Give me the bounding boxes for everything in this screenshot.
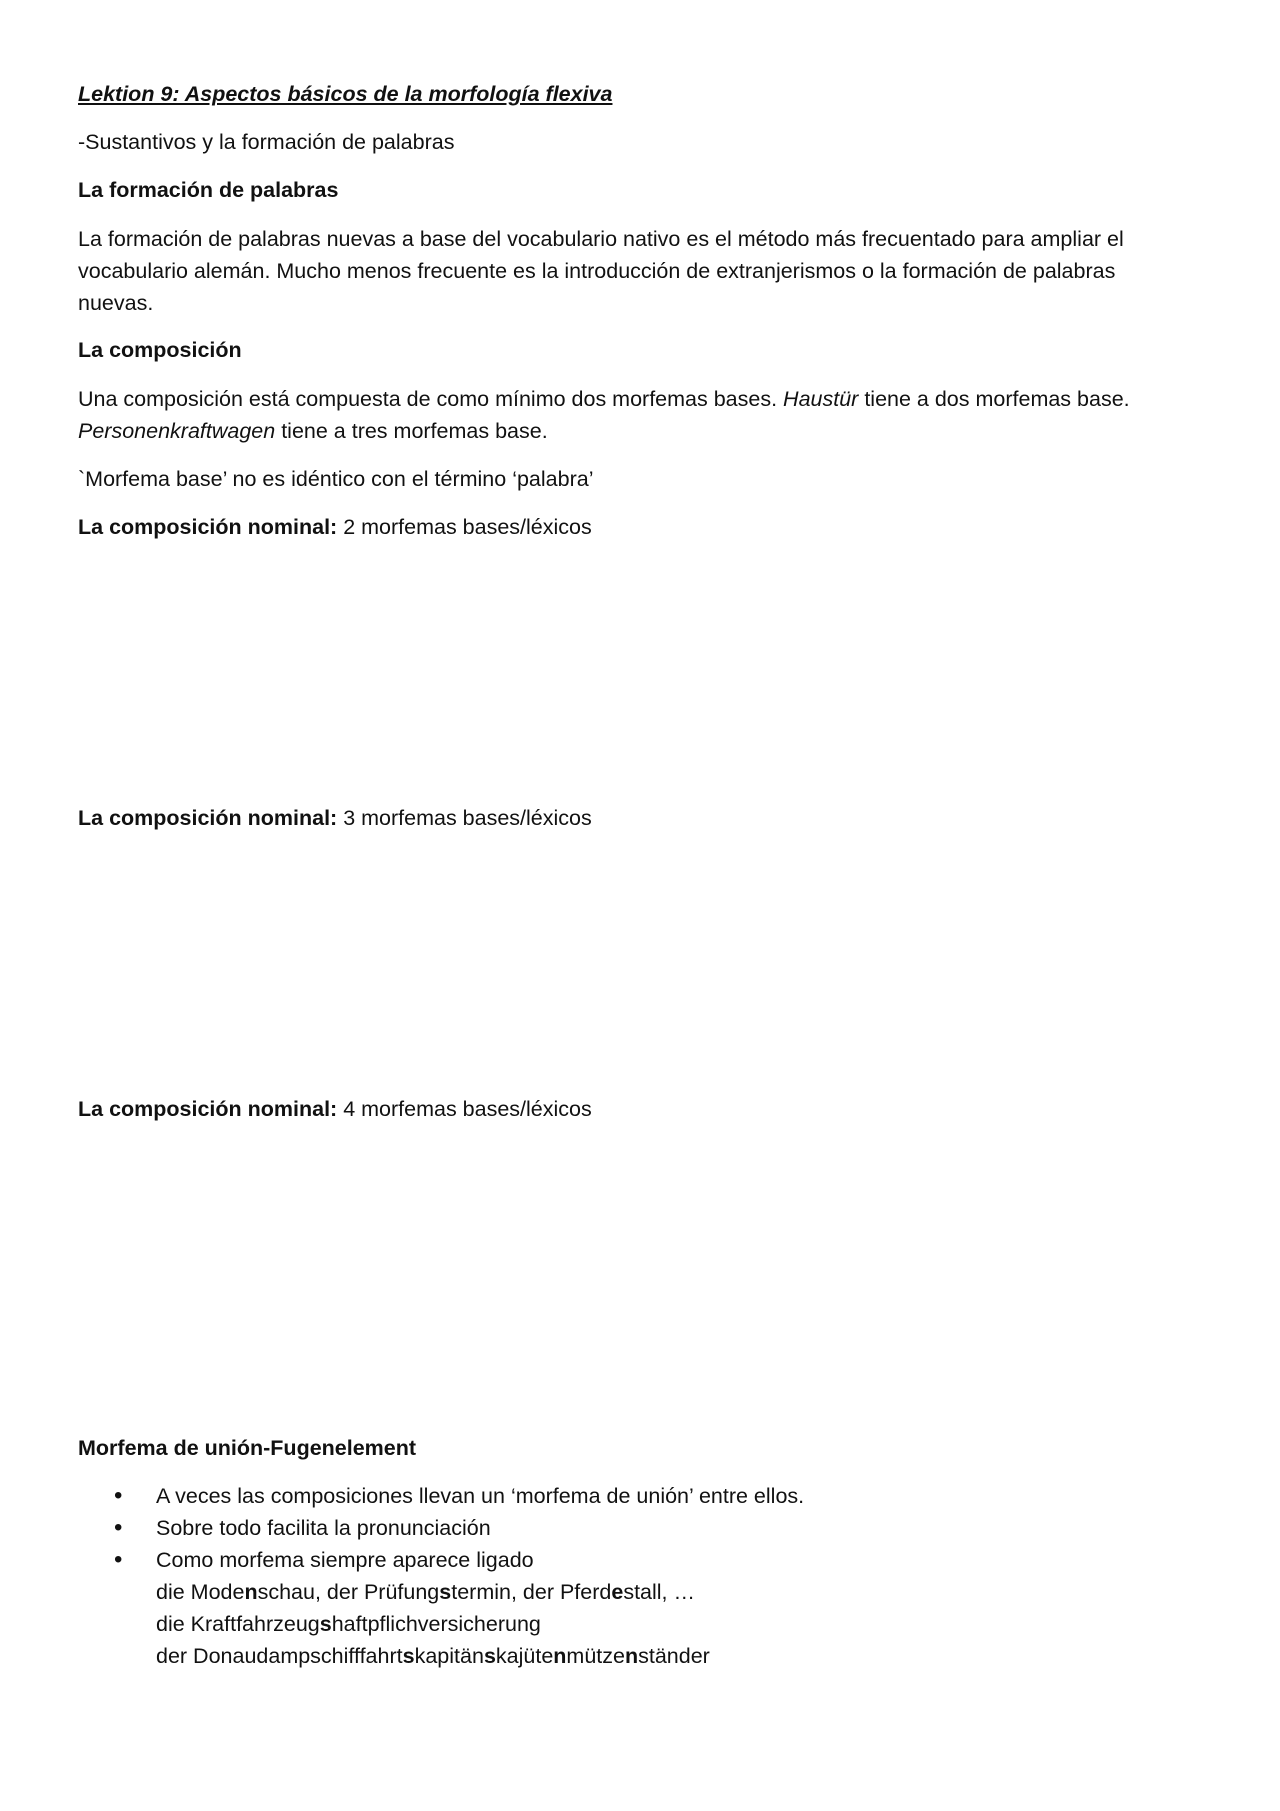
- paragraph-line: La formación de palabras nuevas a base del vocabulario nativo es el método más frecuentado para ampliar el: [78, 227, 1124, 251]
- paragraph-formacion: [78, 223, 1158, 319]
- fugen-morpheme: n: [244, 1580, 258, 1604]
- nominal-text: 2 morfemas bases/léxicos: [337, 515, 592, 539]
- nominal-label: La composición nominal:: [78, 515, 338, 539]
- heading-union: Morfema de unión-Fugenelement: [78, 1436, 417, 1460]
- fugen-morpheme: n: [553, 1644, 567, 1668]
- paragraph-line: nuevas.: [78, 291, 154, 315]
- list-item: • A veces las composiciones llevan un ‘morfema de unión’ entre ellos.: [78, 1480, 1158, 1512]
- text: haftpflichversicherung: [331, 1612, 541, 1636]
- text: stall, …: [623, 1580, 696, 1604]
- text: der Donaudampschifffahrt: [156, 1644, 403, 1668]
- nominal-2: [78, 511, 1158, 543]
- fugen-morpheme: s: [439, 1580, 452, 1604]
- paragraph-line: [78, 383, 1158, 415]
- text: die Mode: [156, 1580, 245, 1604]
- subtitle: -Sustantivos y la formación de palabras: [78, 130, 455, 154]
- text: tiene a dos morfemas base.: [858, 387, 1130, 411]
- nominal-text: 3 morfemas bases/léxicos: [337, 806, 592, 830]
- text: ständer: [638, 1644, 710, 1668]
- fugen-morpheme: e: [611, 1580, 624, 1604]
- fugen-morpheme: n: [624, 1644, 639, 1668]
- example-line-2: [78, 1608, 1158, 1640]
- example-word: Haustür: [783, 387, 859, 411]
- paragraph-line: vocabulario alemán. Mucho menos frecuente es la introducción de extranjerismos o la formación de palabras: [78, 259, 1116, 283]
- lesson-title: Lektion 9: Aspectos básicos de la morfología flexiva: [78, 82, 613, 106]
- text: termin, der Pferd: [451, 1580, 612, 1604]
- text: Una composición está compuesta de como mínimo dos morfemas bases.: [78, 387, 784, 411]
- list-item: • Como morfema siempre aparece ligado: [78, 1544, 1158, 1576]
- heading-formacion: La formación de palabras: [78, 178, 339, 202]
- text: kajüte: [495, 1644, 554, 1668]
- text: schau, der Prüfung: [257, 1580, 440, 1604]
- text: mütze: [566, 1644, 625, 1668]
- heading-composicion: La composición: [78, 338, 242, 362]
- fugen-morpheme: s: [402, 1644, 415, 1668]
- text: kapitän: [414, 1644, 484, 1668]
- nominal-label: La composición nominal:: [78, 806, 338, 830]
- fugen-morpheme: s: [483, 1644, 496, 1668]
- nominal-4: [78, 1093, 1158, 1125]
- fugen-morpheme: s: [319, 1612, 332, 1636]
- example-word: Personenkraftwagen: [78, 419, 276, 443]
- paragraph-composicion: [78, 383, 1158, 447]
- note-morfema-base: `Morfema base’ no es idéntico con el término ‘palabra’: [78, 467, 594, 491]
- example-line-3: [78, 1640, 1158, 1672]
- nominal-label: La composición nominal:: [78, 1097, 338, 1121]
- paragraph-line: [78, 415, 1158, 447]
- nominal-text: 4 morfemas bases/léxicos: [337, 1097, 592, 1121]
- text: tiene a tres morfemas base.: [275, 419, 548, 443]
- text: die Kraftfahrzeug: [156, 1612, 320, 1636]
- example-line-1: [78, 1576, 1158, 1608]
- union-list: [78, 1480, 1158, 1672]
- nominal-3: [78, 802, 1158, 834]
- list-item: • Sobre todo facilita la pronunciación: [78, 1512, 1158, 1544]
